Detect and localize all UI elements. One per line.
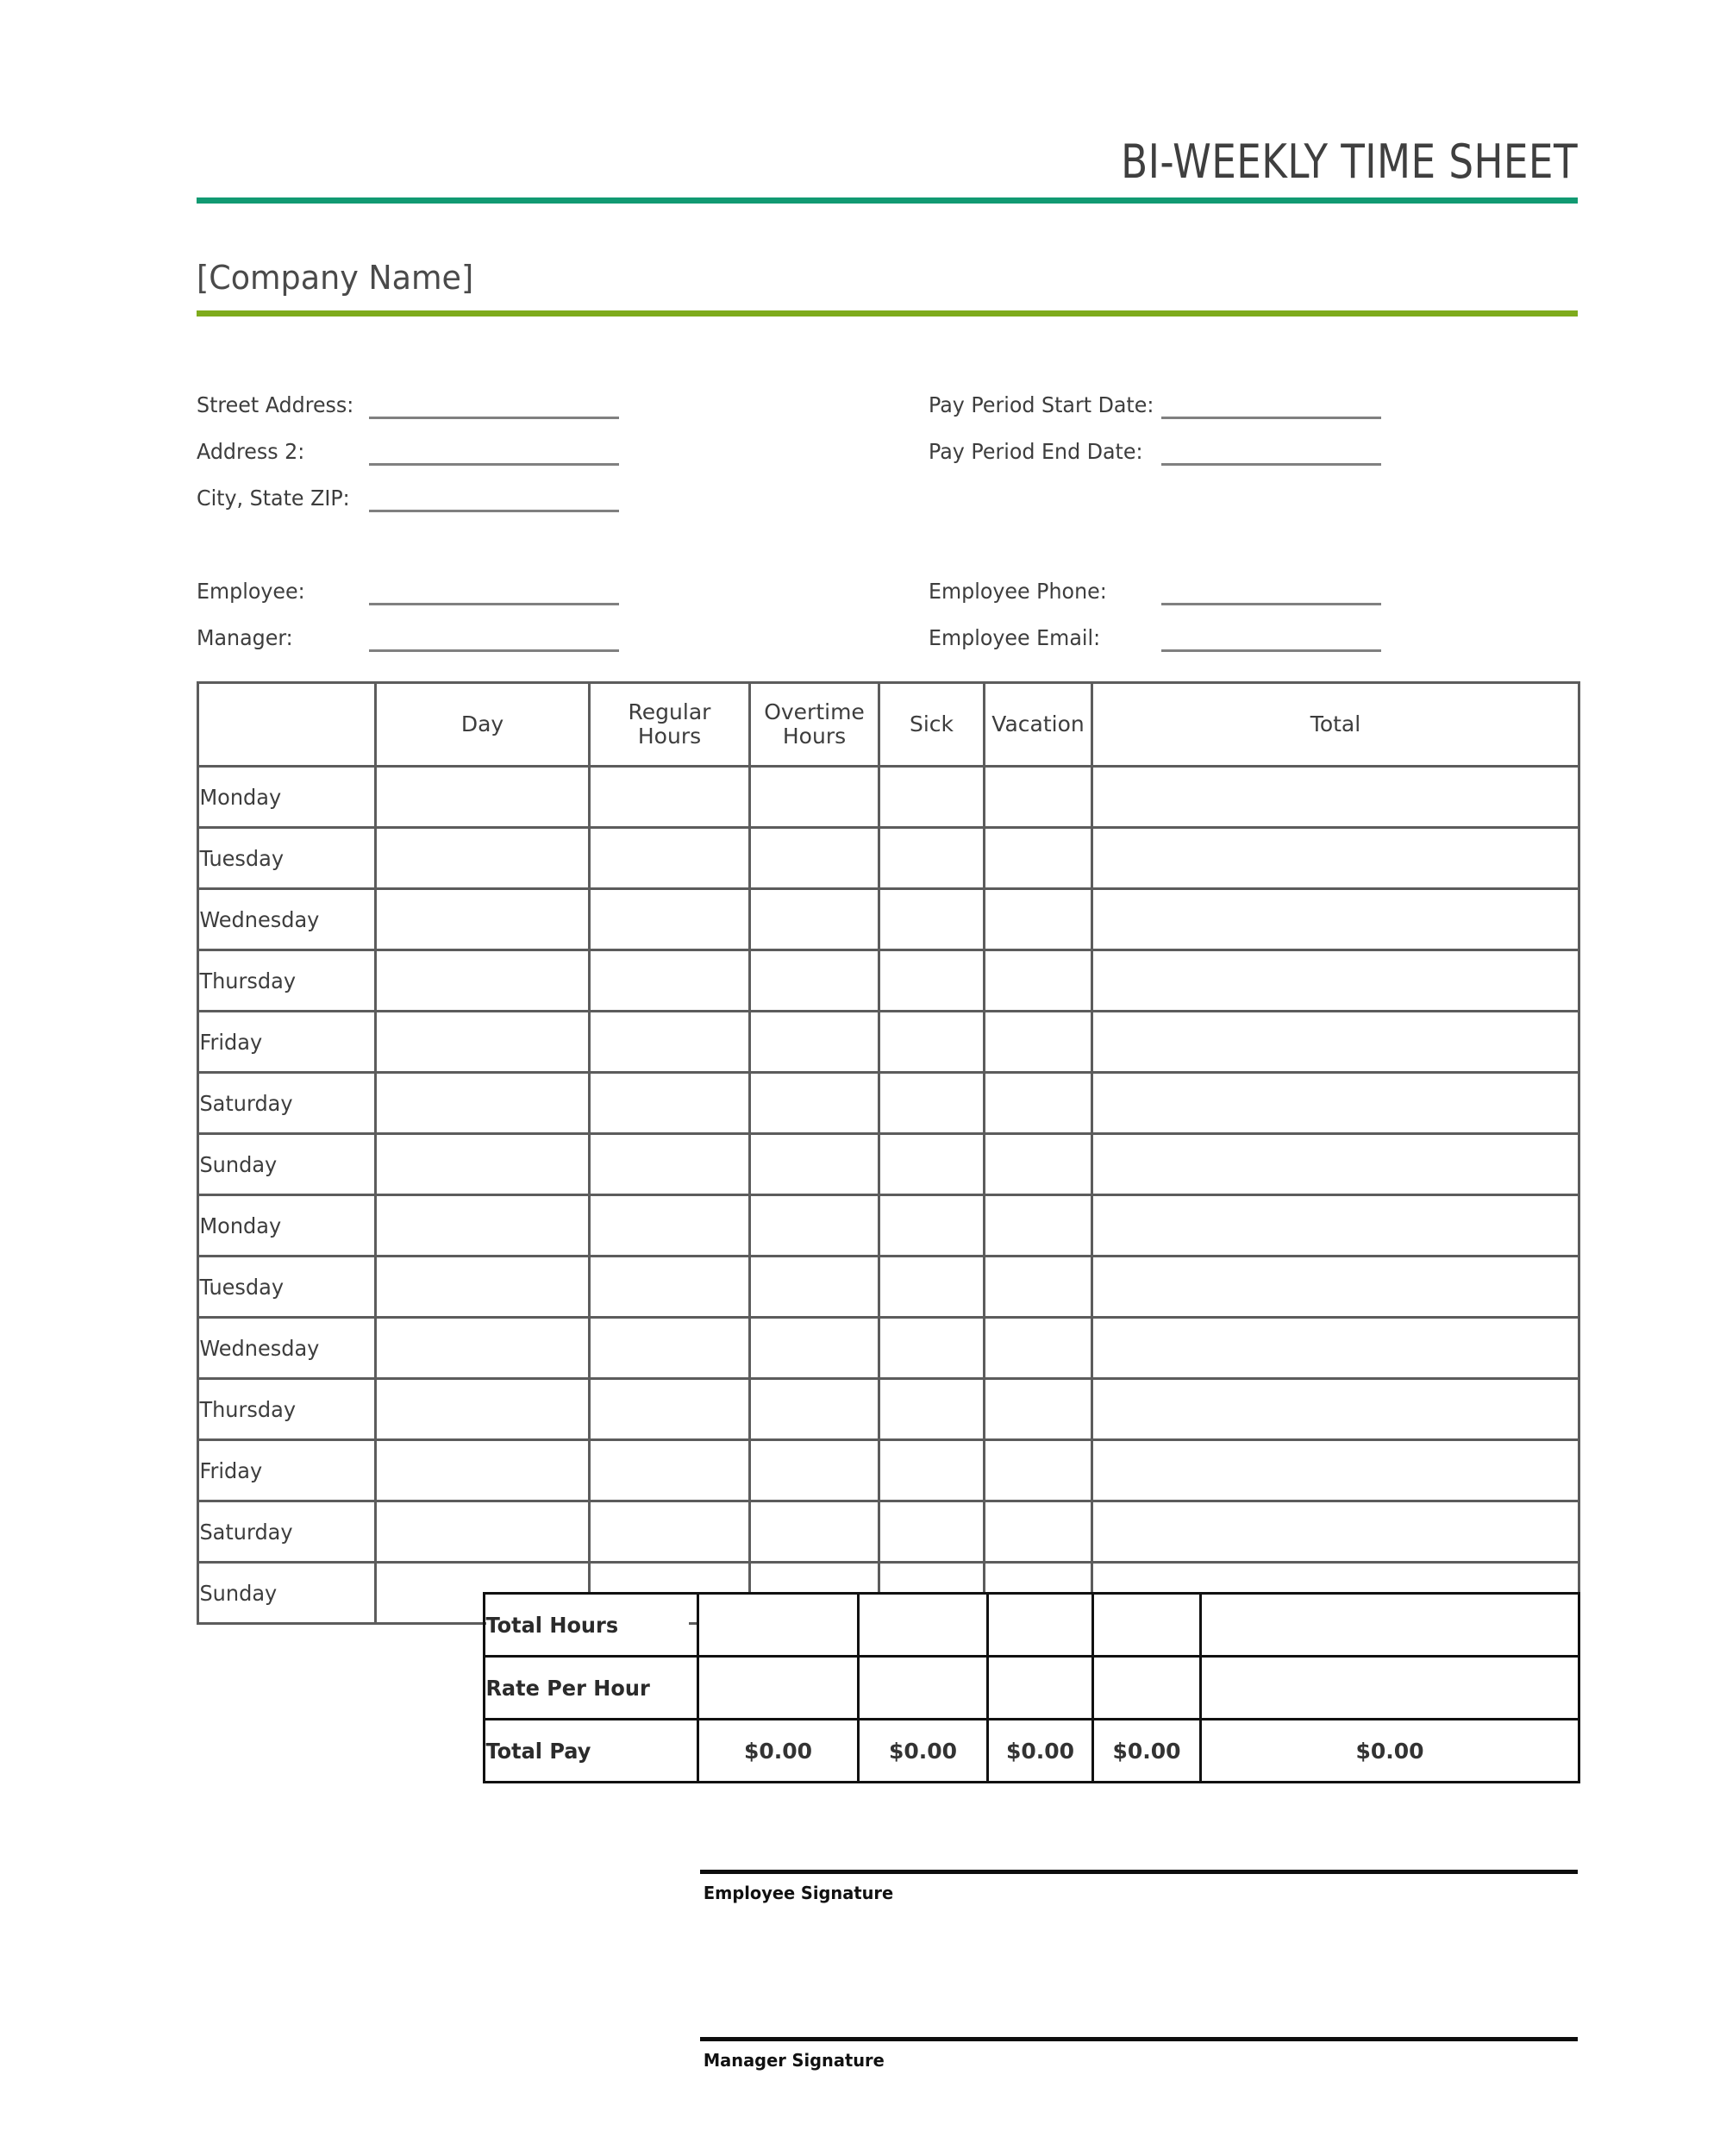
- total-hours-vacation-cell[interactable]: [1093, 1594, 1201, 1657]
- total-cell: [1092, 1379, 1579, 1440]
- summary-table: [483, 1592, 1580, 1783]
- regular-hours-cell[interactable]: [590, 1195, 750, 1257]
- document-header: [197, 135, 1578, 204]
- street-address-input[interactable]: [369, 391, 619, 419]
- sick-cell[interactable]: [879, 1501, 985, 1563]
- field-label: Employee:: [197, 579, 305, 604]
- manager-input[interactable]: [369, 624, 619, 652]
- sick-cell[interactable]: [879, 1257, 985, 1318]
- city-state-zip-input[interactable]: [369, 484, 619, 512]
- rate-per-hour-overtime-cell[interactable]: [859, 1657, 988, 1720]
- total-cell: [1092, 1012, 1579, 1073]
- sick-cell[interactable]: [879, 1012, 985, 1073]
- manager-signature-block: [700, 2037, 1578, 2071]
- pay-period-start-input[interactable]: [1161, 391, 1381, 419]
- total-cell: [1092, 889, 1579, 950]
- regular-hours-line1: Regular: [628, 699, 711, 724]
- column-header-day: [198, 683, 376, 767]
- regular-hours-cell[interactable]: [590, 889, 750, 950]
- day-name-cell: Wednesday: [198, 1318, 369, 1379]
- table-row: [198, 889, 1579, 950]
- total-pay-overtime-cell: $0.00: [859, 1720, 988, 1783]
- field-city-state-zip[interactable]: [197, 466, 887, 512]
- table-row: [198, 1134, 1579, 1195]
- vacation-cell[interactable]: [985, 1440, 1092, 1501]
- table-row: [198, 950, 1579, 1012]
- table-row: [198, 1195, 1579, 1257]
- column-header-overtime-hours: [750, 683, 879, 767]
- table-header-row: [198, 683, 1579, 767]
- overtime-hours-cell[interactable]: [750, 1379, 879, 1440]
- regular-hours-cell[interactable]: [590, 1257, 750, 1318]
- day-name-cell: Tuesday: [198, 828, 369, 889]
- page-title: BI-WEEKLY TIME SHEET: [1121, 135, 1578, 189]
- field-label: Employee Phone:: [929, 579, 1107, 604]
- overtime-hours-cell[interactable]: [750, 1440, 879, 1501]
- table-row: [198, 1501, 1579, 1563]
- day-date-cell[interactable]: [376, 1134, 590, 1195]
- address-fields: [197, 373, 887, 512]
- vacation-cell[interactable]: [985, 828, 1092, 889]
- field-label: City, State ZIP:: [197, 486, 350, 511]
- summary-row-total-hours: [485, 1594, 1579, 1657]
- regular-hours-cell[interactable]: [590, 1134, 750, 1195]
- field-street-address[interactable]: [197, 373, 887, 419]
- employee-signature-label: Employee Signature: [703, 1883, 894, 1903]
- total-hours-overtime-cell[interactable]: [859, 1594, 988, 1657]
- field-label: Pay Period Start Date:: [929, 392, 1154, 417]
- employee-input[interactable]: [369, 577, 619, 605]
- vacation-cell[interactable]: [985, 1012, 1092, 1073]
- field-pay-period-end[interactable]: [929, 419, 1578, 466]
- sick-cell[interactable]: [879, 767, 985, 828]
- overtime-hours-cell[interactable]: [750, 1012, 879, 1073]
- regular-hours-cell[interactable]: [590, 1318, 750, 1379]
- employee-contact-block: [197, 559, 1578, 652]
- employee-contact-fields: [887, 559, 1578, 652]
- field-label: Address 2:: [197, 439, 305, 464]
- sick-cell[interactable]: [879, 1195, 985, 1257]
- field-label: Manager:: [197, 625, 293, 650]
- sick-cell[interactable]: [879, 828, 985, 889]
- manager-signature-line[interactable]: [700, 2037, 1578, 2041]
- day-date-cell[interactable]: [376, 1012, 590, 1073]
- vacation-cell[interactable]: [985, 1318, 1092, 1379]
- day-date-cell[interactable]: [376, 767, 590, 828]
- total-cell: [1092, 828, 1579, 889]
- summary-row-total-pay: [485, 1720, 1579, 1783]
- total-hours-total-cell[interactable]: [1201, 1594, 1579, 1657]
- table-row: [198, 1318, 1579, 1379]
- company-header: [197, 259, 1578, 317]
- total-pay-sick-cell: $0.00: [988, 1720, 1093, 1783]
- day-date-cell[interactable]: [376, 828, 590, 889]
- total-cell: [1092, 1073, 1579, 1134]
- company-name[interactable]: [Company Name]: [197, 259, 474, 297]
- overtime-hours-cell[interactable]: [750, 1318, 879, 1379]
- pay-period-fields: [887, 373, 1578, 512]
- vacation-cell[interactable]: [985, 1257, 1092, 1318]
- table-row: [198, 1073, 1579, 1134]
- day-name-cell: Monday: [198, 767, 369, 828]
- total-hours-label: Total Hours: [485, 1594, 690, 1657]
- total-cell: [1092, 1257, 1579, 1318]
- total-hours-regular-cell[interactable]: [698, 1594, 859, 1657]
- day-date-cell[interactable]: [376, 1257, 590, 1318]
- table-row: [198, 767, 1579, 828]
- regular-hours-cell[interactable]: [590, 828, 750, 889]
- employee-manager-fields: [197, 559, 887, 652]
- field-employee-phone[interactable]: [929, 559, 1578, 605]
- day-date-cell[interactable]: [376, 1379, 590, 1440]
- manager-signature-label: Manager Signature: [703, 2050, 885, 2071]
- sick-cell[interactable]: [879, 1073, 985, 1134]
- employee-signature-line[interactable]: [700, 1870, 1578, 1874]
- day-name-cell: Thursday: [198, 1379, 369, 1440]
- vacation-cell[interactable]: [985, 1379, 1092, 1440]
- regular-hours-cell[interactable]: [590, 1073, 750, 1134]
- total-cell: [1092, 1318, 1579, 1379]
- pay-period-end-input[interactable]: [1161, 437, 1381, 466]
- vacation-cell[interactable]: [985, 1501, 1092, 1563]
- overtime-hours-cell[interactable]: [750, 1257, 879, 1318]
- field-employee-email[interactable]: [929, 605, 1578, 652]
- overtime-hours-cell[interactable]: [750, 1134, 879, 1195]
- overtime-hours-cell[interactable]: [750, 828, 879, 889]
- day-name-cell: Saturday: [198, 1073, 369, 1134]
- day-date-cell[interactable]: [376, 1501, 590, 1563]
- field-manager[interactable]: [197, 605, 887, 652]
- overtime-hours-cell[interactable]: [750, 1501, 879, 1563]
- total-pay-regular-cell: $0.00: [698, 1720, 859, 1783]
- employee-phone-input[interactable]: [1161, 577, 1381, 605]
- day-date-cell[interactable]: [376, 889, 590, 950]
- day-name-cell: Friday: [198, 1012, 369, 1073]
- rate-per-hour-total-cell-disabled: [1201, 1657, 1579, 1720]
- employee-signature-block: [700, 1870, 1578, 1903]
- column-header-day-label: Day: [376, 683, 590, 767]
- overtime-hours-cell[interactable]: [750, 950, 879, 1012]
- vacation-cell[interactable]: [985, 1195, 1092, 1257]
- day-name-cell: Friday: [198, 1440, 369, 1501]
- vacation-cell[interactable]: [985, 1134, 1092, 1195]
- day-date-cell[interactable]: [376, 950, 590, 1012]
- total-cell: [1092, 767, 1579, 828]
- table-row: [198, 1440, 1579, 1501]
- field-label: Street Address:: [197, 392, 354, 417]
- day-date-cell[interactable]: [376, 1318, 590, 1379]
- sick-cell[interactable]: [879, 1318, 985, 1379]
- overtime-hours-cell[interactable]: [750, 767, 879, 828]
- total-hours-sick-cell[interactable]: [988, 1594, 1093, 1657]
- day-name-cell: Wednesday: [198, 889, 369, 950]
- day-date-cell[interactable]: [376, 1195, 590, 1257]
- total-pay-total-cell: $0.00: [1201, 1720, 1579, 1783]
- sick-cell[interactable]: [879, 889, 985, 950]
- total-pay-vacation-cell: $0.00: [1093, 1720, 1201, 1783]
- regular-hours-cell[interactable]: [590, 1440, 750, 1501]
- table-row: [198, 1257, 1579, 1318]
- timesheet-table: [197, 681, 1580, 1625]
- employee-email-input[interactable]: [1161, 624, 1381, 652]
- overtime-hours-cell[interactable]: [750, 1195, 879, 1257]
- rate-per-hour-vacation-cell[interactable]: [1093, 1657, 1201, 1720]
- field-employee[interactable]: [197, 559, 887, 605]
- day-date-cell[interactable]: [376, 1073, 590, 1134]
- timesheet-table-body: [198, 767, 1579, 1624]
- vacation-cell[interactable]: [985, 950, 1092, 1012]
- day-name-cell: Monday: [198, 1195, 369, 1257]
- column-header-total: Total: [1092, 683, 1579, 767]
- field-label: Pay Period End Date:: [929, 439, 1143, 464]
- table-row: [198, 1379, 1579, 1440]
- table-row: [198, 828, 1579, 889]
- overtime-hours-line1: Overtime: [764, 699, 865, 724]
- total-pay-label: Total Pay: [485, 1720, 690, 1783]
- regular-hours-cell[interactable]: [590, 950, 750, 1012]
- regular-hours-cell[interactable]: [590, 767, 750, 828]
- sick-cell[interactable]: [879, 950, 985, 1012]
- address-and-period-block: [197, 373, 1578, 512]
- sick-cell[interactable]: [879, 1440, 985, 1501]
- day-name-cell: Sunday: [198, 1134, 369, 1195]
- overtime-hours-cell[interactable]: [750, 1073, 879, 1134]
- field-pay-period-start[interactable]: [929, 373, 1578, 419]
- day-name-cell: Thursday: [198, 950, 369, 1012]
- vacation-cell[interactable]: [985, 889, 1092, 950]
- day-name-cell: Saturday: [198, 1501, 369, 1563]
- vacation-cell[interactable]: [985, 767, 1092, 828]
- day-name-cell: Tuesday: [198, 1257, 369, 1318]
- total-cell: [1092, 950, 1579, 1012]
- total-cell: [1092, 1195, 1579, 1257]
- total-cell: [1092, 1134, 1579, 1195]
- total-cell: [1092, 1501, 1579, 1563]
- total-cell: [1092, 1440, 1579, 1501]
- rate-per-hour-label: Rate Per Hour: [485, 1657, 690, 1720]
- regular-hours-cell[interactable]: [590, 1501, 750, 1563]
- olive-divider: [197, 310, 1578, 317]
- overtime-hours-line2: Hours: [782, 724, 847, 749]
- day-date-cell[interactable]: [376, 1440, 590, 1501]
- regular-hours-line2: Hours: [637, 724, 702, 749]
- vacation-cell[interactable]: [985, 1073, 1092, 1134]
- table-row: [198, 1012, 1579, 1073]
- field-label: Employee Email:: [929, 625, 1101, 650]
- field-address-2[interactable]: [197, 419, 887, 466]
- address-2-input[interactable]: [369, 437, 619, 466]
- sick-cell[interactable]: [879, 1134, 985, 1195]
- summary-row-rate-per-hour: [485, 1657, 1579, 1720]
- rate-per-hour-sick-cell[interactable]: [988, 1657, 1093, 1720]
- rate-per-hour-regular-cell[interactable]: [698, 1657, 859, 1720]
- teal-divider: [197, 197, 1578, 204]
- regular-hours-cell[interactable]: [590, 1379, 750, 1440]
- regular-hours-cell[interactable]: [590, 1012, 750, 1073]
- overtime-hours-cell[interactable]: [750, 889, 879, 950]
- column-header-regular-hours: [590, 683, 750, 767]
- column-header-vacation: Vacation: [985, 683, 1092, 767]
- column-header-sick: Sick: [879, 683, 985, 767]
- day-name-cell: Sunday: [198, 1563, 369, 1624]
- sick-cell[interactable]: [879, 1379, 985, 1440]
